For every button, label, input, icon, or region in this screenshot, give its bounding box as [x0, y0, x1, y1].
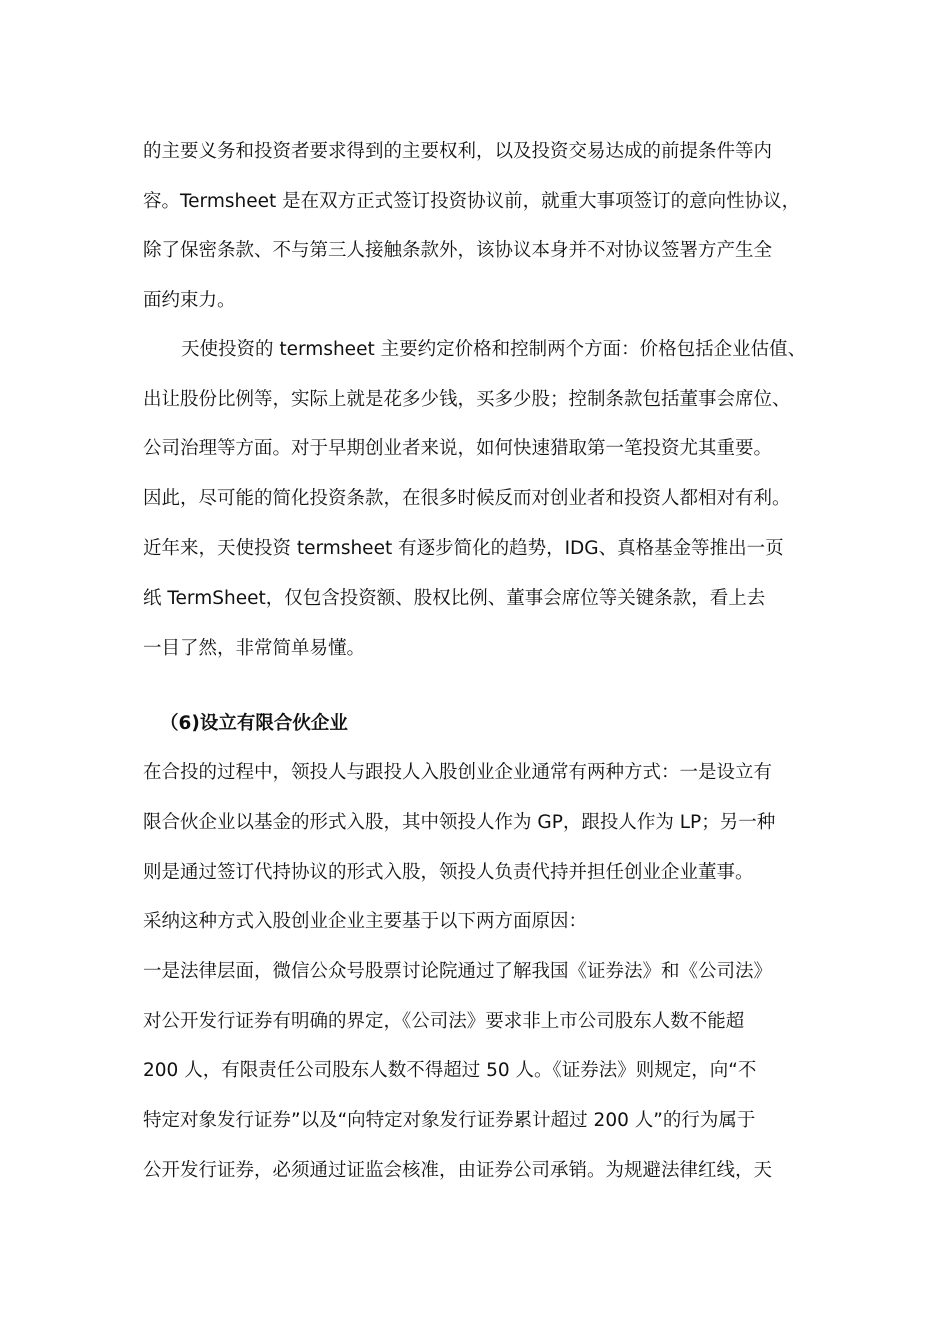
paragraph-3-line-6: 对公开发行证券有明确的界定，《公司法》要求非上市公司股东人数不能超 [143, 1011, 745, 1032]
paragraph-3-line-8: 特定对象发行证券”以及“向特定对象发行证券累计超过 200 人”的行为属于 [143, 1110, 756, 1131]
paragraph-2-line-6: 纸 TermSheet，仅包含投资额、股权比例、董事会席位等关键条款，看上去 [143, 588, 766, 609]
paragraph-2-line-2: 出让股份比例等，实际上就是花多少钱，买多少股；控制条款包括董事会席位、 [143, 389, 791, 410]
paragraph-2-line-1: 天使投资的 termsheet 主要约定价格和控制两个方面：价格包括企业估值、 [181, 339, 807, 360]
paragraph-3-line-5: 一是法律层面，微信公众号股票讨论院通过了解我国《证券法》和《公司法》 [143, 961, 773, 982]
section-heading: （6)设立有限合伙企业 [160, 713, 348, 734]
paragraph-2-line-5: 近年来，天使投资 termsheet 有逐步简化的趋势，IDG、真格基金等推出一页 [143, 538, 784, 559]
paragraph-3-line-1: 在合投的过程中，领投人与跟投人入股创业企业通常有两种方式：一是设立有 [143, 762, 773, 783]
paragraph-1-line-4: 面约束力。 [143, 290, 236, 311]
paragraph-1-line-1: 的主要义务和投资者要求得到的主要权利，以及投资交易达成的前提条件等内 [143, 141, 773, 162]
paragraph-2-line-7: 一目了然，非常简单易懂。 [143, 638, 366, 659]
paragraph-2-line-4: 因此，尽可能的简化投资条款，在很多时候反而对创业者和投资人都相对有利。 [143, 488, 791, 509]
paragraph-3-line-7: 200 人，有限责任公司股东人数不得超过 50 人。《证券法》则规定，向“不 [143, 1060, 757, 1081]
paragraph-3-line-3: 则是通过签订代持协议的形式入股，领投人负责代持并担任创业企业董事。 [143, 862, 754, 883]
paragraph-3-line-2: 限合伙企业以基金的形式入股，其中领投人作为 GP，跟投人作为 LP；另一种 [143, 812, 776, 833]
paragraph-1-line-3: 除了保密条款、不与第三人接触条款外，该协议本身并不对协议签署方产生全 [143, 240, 773, 261]
paragraph-3-line-4: 采纳这种方式入股创业企业主要基于以下两方面原因： [143, 911, 588, 932]
paragraph-3-line-9: 公开发行证券，必须通过证监会核准，由证券公司承销。为规避法律红线，天 [143, 1160, 773, 1181]
paragraph-2-line-3: 公司治理等方面。对于早期创业者来说，如何快速猎取第一笔投资尤其重要。 [143, 438, 773, 459]
paragraph-1-line-2: 容。Termsheet 是在双方正式签订投资协议前，就重大事项签订的意向性协议， [143, 191, 801, 212]
